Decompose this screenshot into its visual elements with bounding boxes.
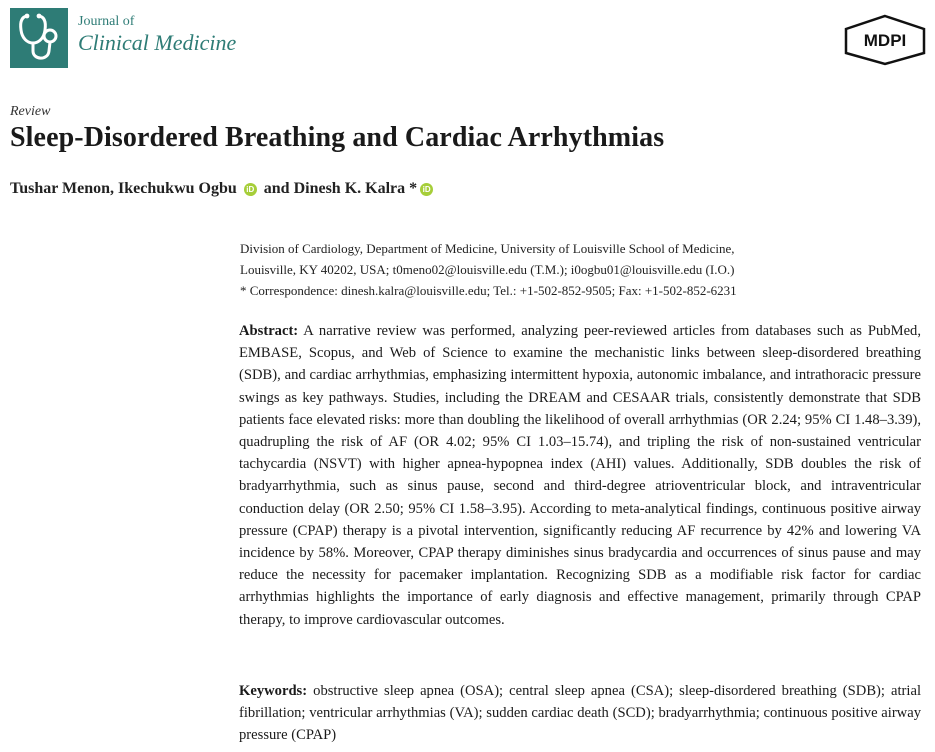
authors-part1: Tushar Menon, Ikechukwu Ogbu: [10, 180, 237, 197]
keywords-label: Keywords:: [239, 683, 308, 699]
journal-name: [78, 14, 236, 56]
authors-part2: and Dinesh K. Kalra: [263, 180, 406, 197]
abstract: [239, 320, 921, 631]
journal-title: Clinical Medicine: [78, 30, 237, 55]
orcid-icon[interactable]: iD: [420, 183, 433, 196]
author-list: [10, 180, 436, 198]
abstract-label: Abstract:: [239, 323, 299, 339]
article-title: Sleep-Disordered Breathing and Cardiac Arrhythmias: [10, 122, 665, 153]
journal-of-label: Journal of: [78, 14, 135, 29]
publisher-text: MDPI: [863, 31, 907, 50]
correspondence-line: * Correspondence: dinesh.kalra@louisville.edu; Tel.: +1-502-852-9505; Fax: +1-502-852-6231: [240, 283, 737, 298]
affiliation-line: Division of Cardiology, Department of Medicine, University of Louisville School of Medicine,: [240, 241, 735, 256]
affiliation-line: Louisville, KY 40202, USA; t0meno02@louisville.edu (T.M.); i0ogbu01@louisville.edu (I.O.): [240, 262, 735, 277]
journal-logo: [10, 8, 68, 68]
keywords-text: obstructive sleep apnea (OSA); central sleep apnea (CSA); sleep-disordered breathing (SDB); atrial fibrillation; ventricular arrhythmias (VA); sudden cardiac death (SCD); bradyarrhythmia; continuous positive airway pressure (CPAP): [239, 683, 921, 744]
corresponding-mark: *: [409, 180, 418, 197]
orcid-icon[interactable]: iD: [244, 183, 257, 196]
publisher-logo: [842, 14, 928, 66]
affiliation-block: [240, 238, 737, 301]
article-type: Review: [10, 104, 51, 119]
mdpi-logo-icon: [842, 14, 928, 66]
stethoscope-icon: [10, 8, 68, 68]
abstract-text: A narrative review was performed, analyzing peer-reviewed articles from databases such as PubMed, EMBASE, Scopus, and Web of Science to examine the mechanistic links between sleep-disordered breathing (SDB), and cardiac arrhythmias, emphasizing intermittent hypoxia, autonomic imbalance, and intrathoracic pressure swings as key pathways. Studies, including the DREAM and CESAAR trials, consistently demonstrate that SDB patients face elevated risks: more than doubling the likelihood of overall arrhythmias (OR 2.24; 95% CI 1.48–3.39), quadrupling the risk of AF (OR 4.02; 95% CI 1.03–15.74), and tripling the risk of non-sustained ventricular tachycardia (NSVT) with higher apnea-hypopnea index (AHI) values. Additionally, SDB doubles the risk of bradyarrhythmia, such as sinus pause, second and third-degree atrioventricular block, and intraventricular conduction delay (OR 2.50; 95% CI 1.58–3.95). According to meta-analytical findings, continuous positive airway pressure (CPAP) therapy is a pivotal intervention, significantly reducing AF recurrence by 42% and lowering VA incidence by 58%. Moreover, CPAP therapy diminishes sinus bradycardia and occurrences of sinus pause and may reduce the necessity for pacemaker implantation. Recognizing SDB as a modifiable risk factor for cardiac arrhythmias highlights the importance of early diagnosis and effective management, primarily through CPAP therapy, to improve cardiovascular outcomes.: [239, 323, 921, 628]
keywords: [239, 680, 921, 747]
